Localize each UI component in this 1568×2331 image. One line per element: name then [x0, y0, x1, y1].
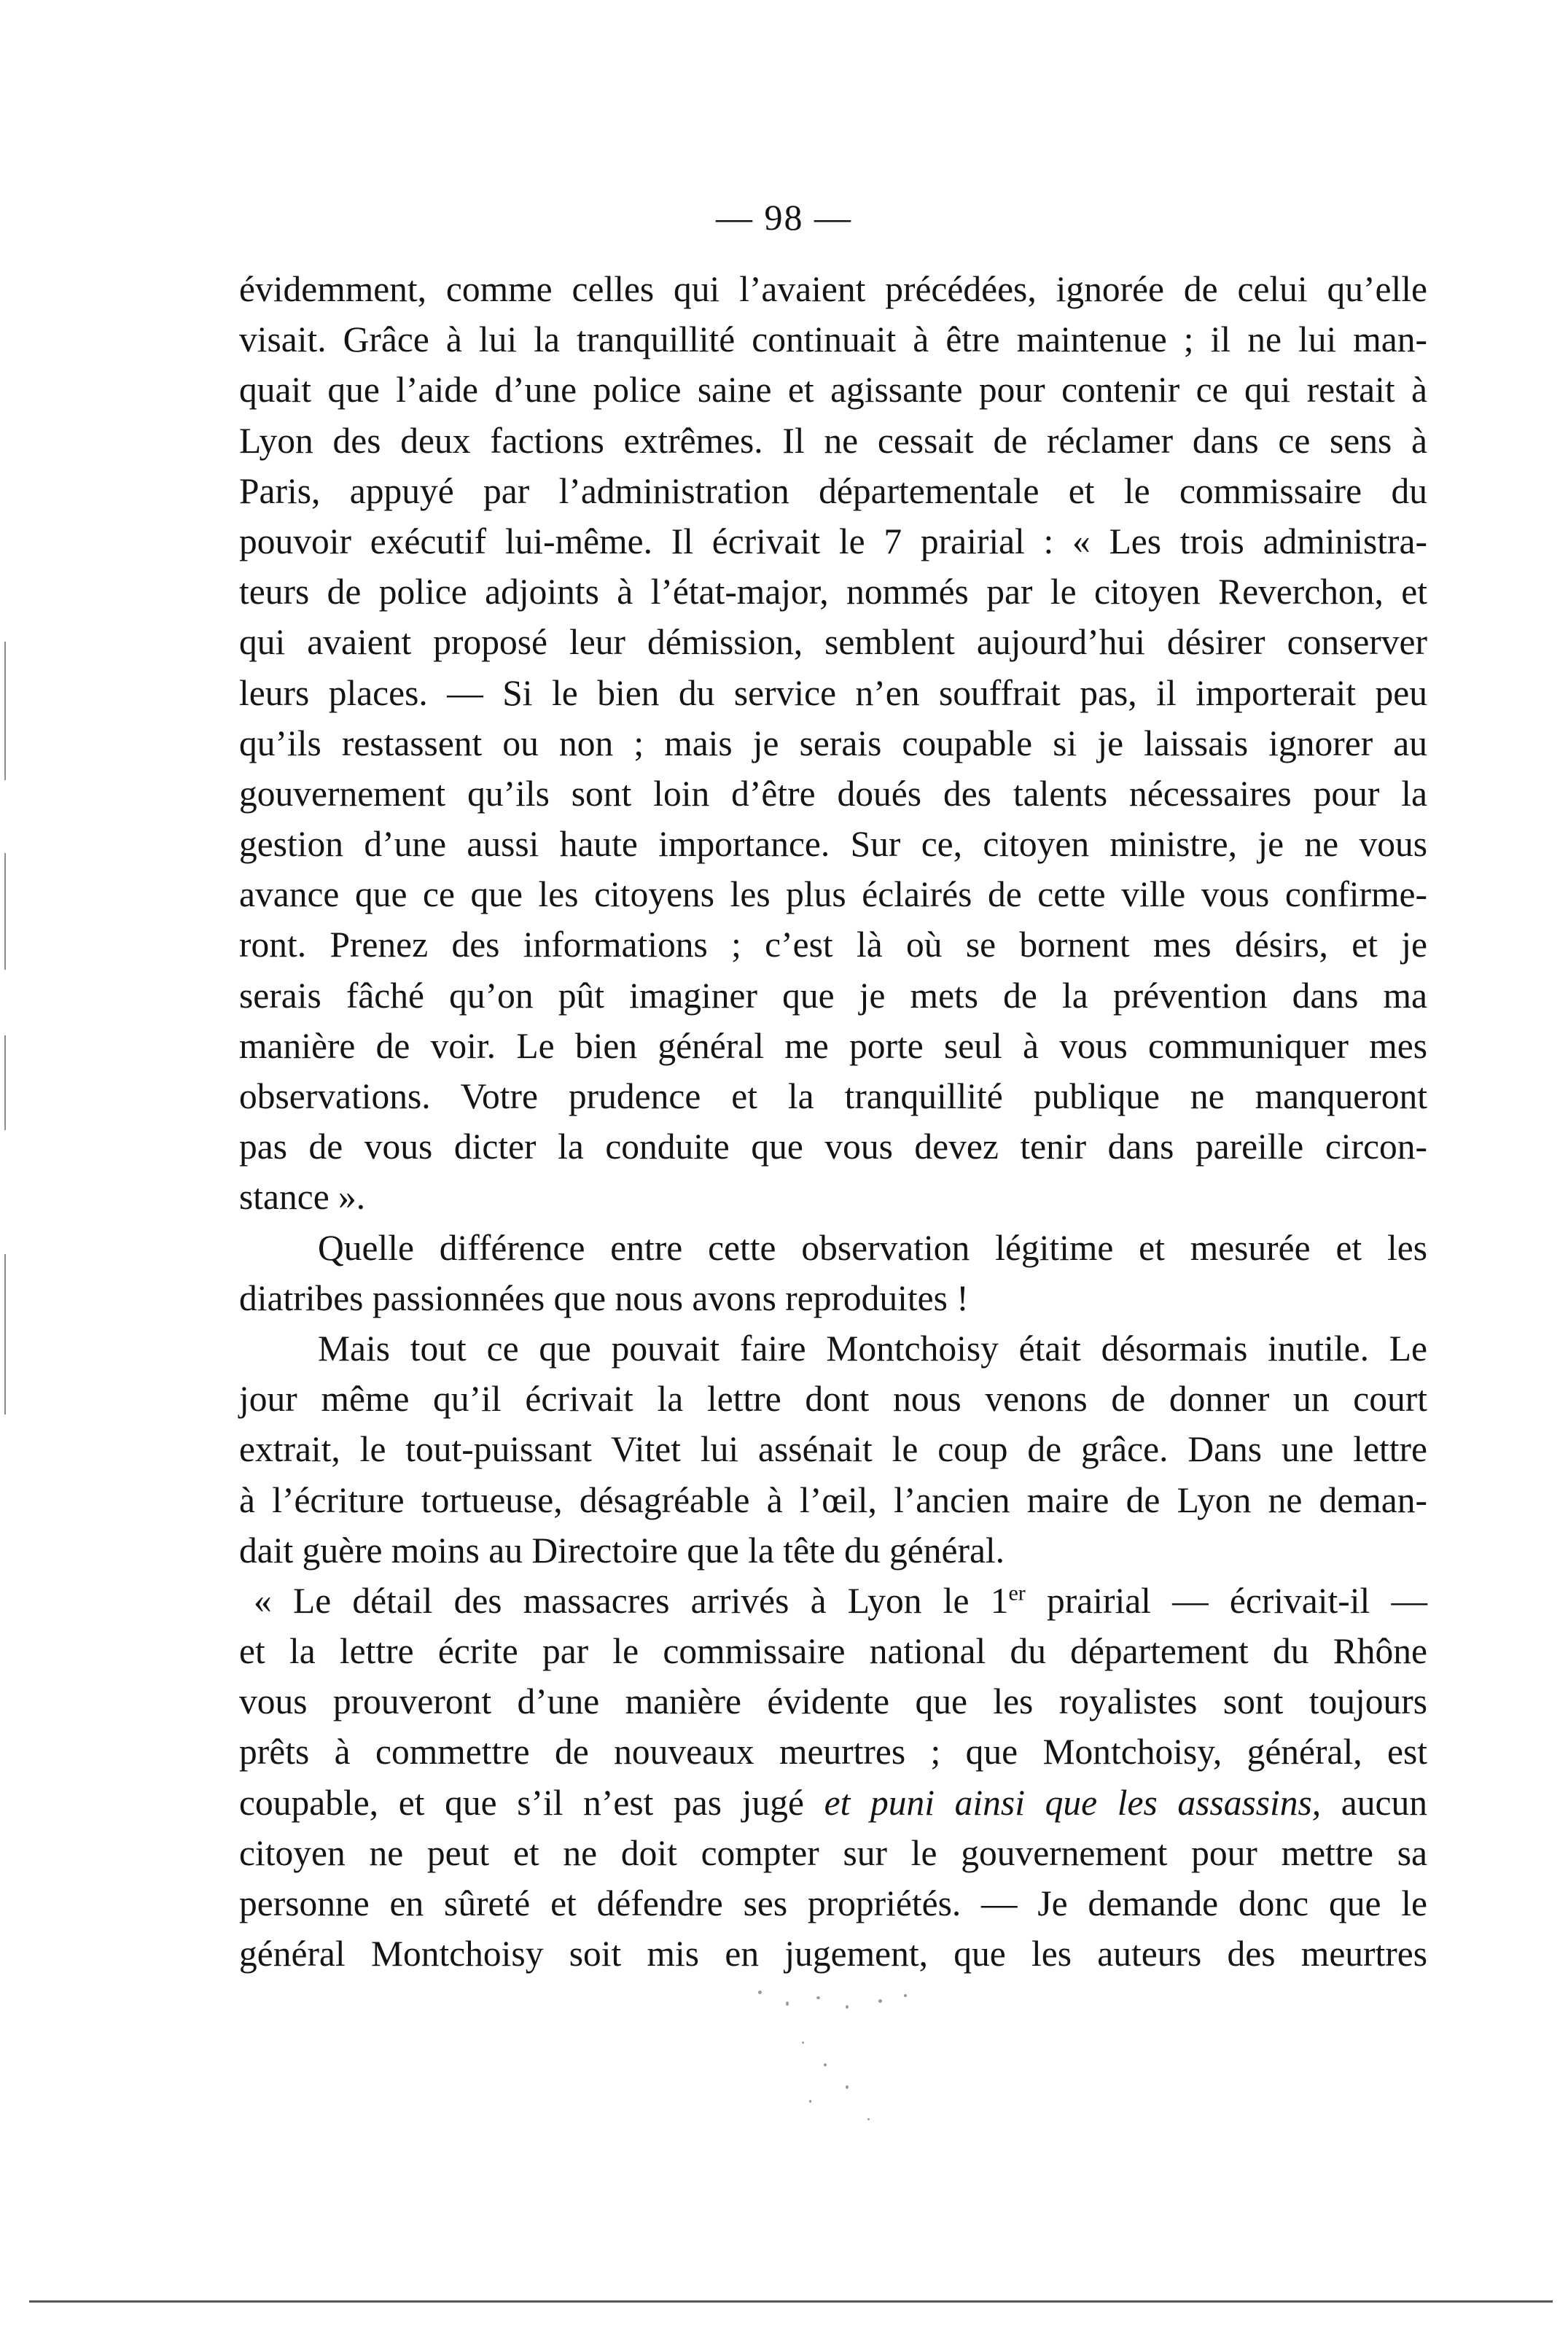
text-line: gouvernement qu’ils sont loin d’être doués des talents nécessaires pour la [239, 773, 1427, 814]
text-line: pouvoir exécutif lui-même. Il écrivait le 7 prairial : « Les trois administra- [239, 521, 1427, 561]
text-line: Lyon des deux factions extrêmes. Il ne cessait de réclamer dans ce sens à [239, 420, 1427, 461]
text-line: personne en sûreté et défendre ses propriétés. — Je demande donc que le [239, 1883, 1427, 1923]
scan-speck [824, 2063, 827, 2066]
text-line: à l’écriture tortueuse, désagréable à l’œil, l’ancien maire de Lyon ne deman- [239, 1479, 1427, 1520]
text-line: dait guère moins au Directoire que la tête du général. [239, 1530, 1005, 1571]
text-line: citoyen ne peut et ne doit compter sur le gouvernement pour mettre sa [239, 1832, 1427, 1873]
text-line: gestion d’une aussi haute importance. Sur ce, citoyen ministre, je ne vous [239, 824, 1427, 865]
text-line: prêts à commettre de nouveaux meurtres ; que Montchoisy, général, est [239, 1732, 1427, 1772]
text-segment: prairial — écrivait-il — [1025, 1580, 1427, 1621]
text-line: qui avaient proposé leur démission, semblent aujourd’hui désirer conserver [239, 622, 1427, 663]
text-line: général Montchoisy soit mis en jugement, que les auteurs des meurtres [239, 1934, 1427, 1974]
scan-speck [846, 2005, 849, 2009]
text-line: et la lettre écrite par le commissaire national du département du Rhône [239, 1631, 1427, 1672]
scan-speck [809, 2100, 811, 2103]
scan-speck [816, 1996, 820, 1999]
text-line: Mais tout ce que pouvait faire Montchoisy était désormais inutile. Le [318, 1328, 1427, 1369]
text-line: pas de vous dicter la conduite que vous devez tenir dans pareille circon- [239, 1126, 1427, 1167]
scan-edge-mark [4, 853, 6, 970]
ordinal-superscript: er [1008, 1581, 1026, 1606]
text-segment: « Le détail des massacres arrivés à Lyon le 1 [254, 1580, 1009, 1621]
body-text [239, 264, 1427, 1979]
text-line: leurs places. — Si le bien du service n’en souffrait pas, il importerait peu [239, 672, 1427, 713]
scan-speck [846, 2085, 849, 2089]
scan-bottom-edge [29, 2300, 1553, 2303]
text-line [239, 1576, 1427, 1626]
text-line: manière de voir. Le bien général me porte seul à vous communiquer mes [239, 1025, 1427, 1066]
scan-speck [867, 2118, 870, 2120]
scan-speck [758, 1991, 762, 1994]
scan-speck [878, 1999, 882, 2003]
text-line: évidemment, comme celles qui l’avaient précédées, ignorée de celui qu’elle [239, 269, 1427, 309]
text-line: vous prouveront d’une manière évidente que les royalistes sont toujours [239, 1681, 1427, 1722]
italic-segment: et puni ainsi que les assassins, [824, 1782, 1322, 1823]
text-line: ront. Prenez des informations ; c’est là où se bornent mes désirs, et je [239, 925, 1427, 965]
scan-speck [904, 1994, 907, 1997]
text-line: Quelle différence entre cette observation légitime et mesurée et les [318, 1227, 1427, 1268]
page-number: — 98 — [716, 197, 852, 238]
text-line: jour même qu’il écrivait la lettre dont nous venons de donner un court [239, 1379, 1427, 1420]
scan-edge-mark [4, 642, 6, 780]
text-line: teurs de police adjoints à l’état-major, nommés par le citoyen Reverchon, et [239, 572, 1427, 612]
scan-edge-mark [4, 1254, 6, 1414]
text-line: extrait, le tout-puissant Vitet lui assénait le coup de grâce. Dans une lettre [239, 1429, 1427, 1470]
text-line: serais fâché qu’on pût imaginer que je mets de la prévention dans ma [239, 975, 1427, 1016]
text-line: observations. Votre prudence et la tranquillité publique ne manqueront [239, 1076, 1427, 1116]
scan-edge-mark [4, 1035, 6, 1130]
text-line: stance ». [239, 1177, 366, 1218]
text-line: quait que l’aide d’une police saine et agissante pour contenir ce qui restait à [239, 370, 1427, 410]
text-line: visait. Grâce à lui la tranquillité continuait à être maintenue ; il ne lui man- [239, 319, 1427, 360]
text-segment: coupable, et que s’il n’est pas jugé [239, 1782, 824, 1823]
text-line: qu’ils restassent ou non ; mais je serais coupable si je laissais ignorer au [239, 723, 1427, 763]
scan-speck [786, 2001, 789, 2006]
text-line: diatribes passionnées que nous avons reproduites ! [239, 1277, 969, 1318]
text-segment: aucun [1321, 1782, 1427, 1823]
text-line [239, 1778, 1427, 1828]
text-line: avance que ce que les citoyens les plus éclairés de cette ville vous confirme- [239, 874, 1427, 915]
text-line: Paris, appuyé par l’administration départementale et le commissaire du [239, 470, 1427, 511]
scan-speck [802, 2042, 804, 2044]
